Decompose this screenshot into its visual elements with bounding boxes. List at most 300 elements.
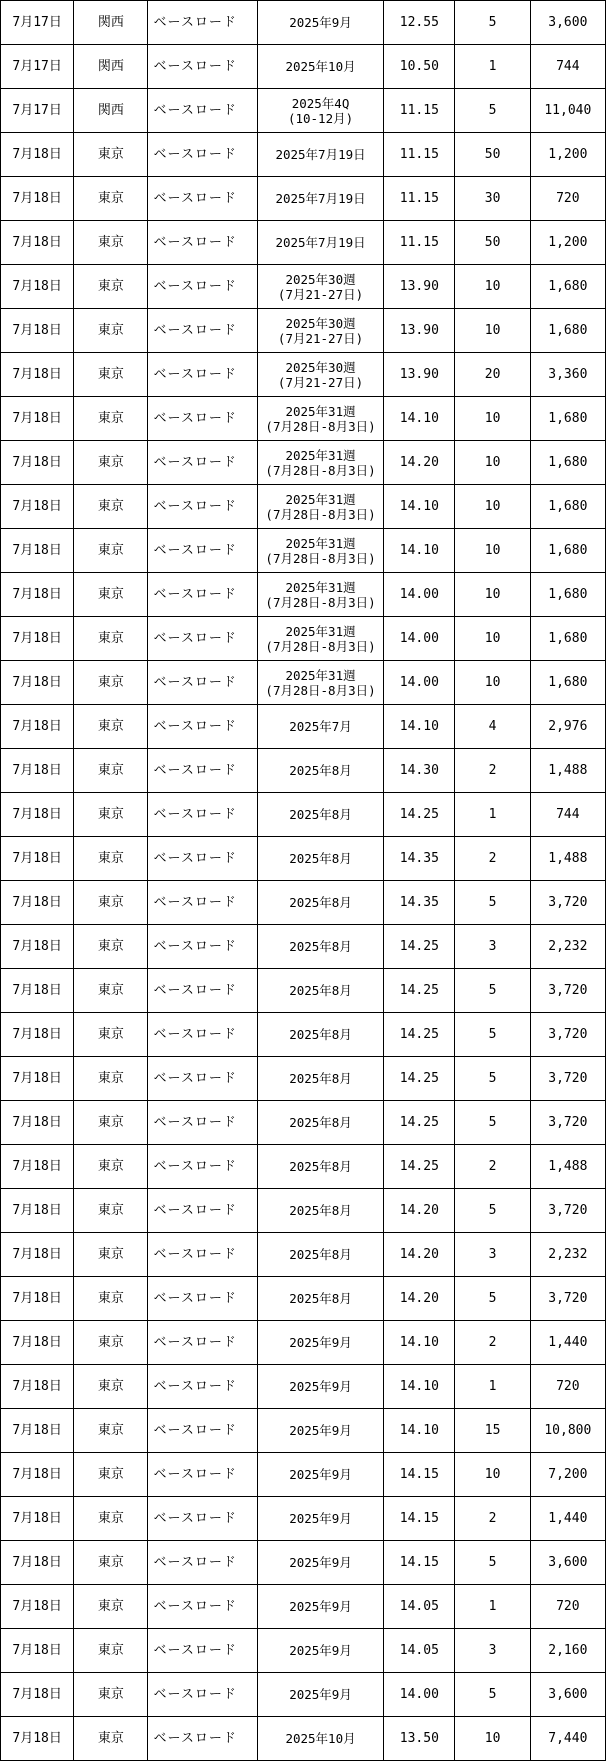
price-cell: 14.00 [384, 617, 455, 661]
amount-cell: 1,200 [530, 221, 605, 265]
quantity-cell: 10 [455, 265, 530, 309]
price-cell: 14.00 [384, 661, 455, 705]
product-cell: ベースロード [148, 1585, 257, 1629]
delivery-period-line: 2025年8月 [289, 807, 352, 822]
area-cell: 東京 [74, 221, 148, 265]
price-cell: 12.55 [384, 1, 455, 45]
delivery-period-line: 2025年8月 [289, 1247, 352, 1262]
amount-cell: 1,488 [530, 1145, 605, 1189]
trade-date-cell: 7月18日 [1, 397, 74, 441]
trade-date-cell: 7月18日 [1, 485, 74, 529]
area-cell: 東京 [74, 1453, 148, 1497]
area-cell: 東京 [74, 1101, 148, 1145]
delivery-period-line: (7月28日-8月3日) [265, 506, 376, 522]
table-row [1, 441, 606, 485]
delivery-period-line: 2025年9月 [289, 1379, 352, 1394]
product-cell: ベースロード [148, 1, 257, 45]
price-cell: 14.20 [384, 1277, 455, 1321]
table-row [1, 397, 606, 441]
delivery-period-line: 2025年10月 [285, 1731, 356, 1746]
delivery-period-cell [257, 133, 383, 177]
price-cell: 14.10 [384, 705, 455, 749]
delivery-period-cell [257, 221, 383, 265]
delivery-period-cell [257, 1409, 383, 1453]
price-cell: 14.10 [384, 1365, 455, 1409]
delivery-period-cell [257, 1717, 383, 1761]
price-cell: 14.00 [384, 1673, 455, 1717]
price-cell: 11.15 [384, 221, 455, 265]
quantity-cell: 10 [455, 1717, 530, 1761]
product-cell: ベースロード [148, 397, 257, 441]
quantity-cell: 1 [455, 793, 530, 837]
price-cell: 14.05 [384, 1629, 455, 1673]
amount-cell: 1,680 [530, 309, 605, 353]
delivery-period-line: 2025年8月 [289, 983, 352, 998]
area-cell: 東京 [74, 969, 148, 1013]
delivery-period-cell [257, 1145, 383, 1189]
table-row [1, 705, 606, 749]
area-cell: 東京 [74, 1585, 148, 1629]
area-cell: 東京 [74, 1673, 148, 1717]
delivery-period-line: 2025年31週 [285, 667, 356, 683]
quantity-cell: 5 [455, 1277, 530, 1321]
table-row [1, 881, 606, 925]
product-cell: ベースロード [148, 1013, 257, 1057]
delivery-period-line: 2025年30週 [285, 315, 356, 331]
amount-cell: 720 [530, 1365, 605, 1409]
delivery-period-cell [257, 441, 383, 485]
quantity-cell: 4 [455, 705, 530, 749]
price-cell: 14.20 [384, 441, 455, 485]
area-cell: 東京 [74, 837, 148, 881]
delivery-period-line: (10-12月) [287, 110, 354, 126]
area-cell: 東京 [74, 793, 148, 837]
product-cell: ベースロード [148, 1409, 257, 1453]
table-row [1, 485, 606, 529]
amount-cell: 720 [530, 1585, 605, 1629]
delivery-period-cell [257, 89, 383, 133]
product-cell: ベースロード [148, 1101, 257, 1145]
product-cell: ベースロード [148, 1497, 257, 1541]
table-row [1, 1145, 606, 1189]
trade-table-body [1, 1, 606, 1761]
delivery-period-line: (7月21-27日) [277, 286, 364, 302]
price-cell: 14.05 [384, 1585, 455, 1629]
area-cell: 東京 [74, 881, 148, 925]
delivery-period-cell [257, 617, 383, 661]
product-cell: ベースロード [148, 925, 257, 969]
delivery-period-cell [257, 925, 383, 969]
delivery-period-cell [257, 705, 383, 749]
quantity-cell: 10 [455, 309, 530, 353]
trade-date-cell: 7月18日 [1, 617, 74, 661]
area-cell: 東京 [74, 1013, 148, 1057]
area-cell: 東京 [74, 1233, 148, 1277]
delivery-period-cell [257, 661, 383, 705]
area-cell: 東京 [74, 1497, 148, 1541]
delivery-period-line: 2025年7月19日 [275, 191, 366, 206]
delivery-period-cell [257, 485, 383, 529]
price-cell: 14.25 [384, 1057, 455, 1101]
quantity-cell: 20 [455, 353, 530, 397]
trade-date-cell: 7月18日 [1, 1717, 74, 1761]
product-cell: ベースロード [148, 1145, 257, 1189]
amount-cell: 1,488 [530, 749, 605, 793]
delivery-period-line: 2025年9月 [289, 1511, 352, 1526]
delivery-period-line: 2025年8月 [289, 1027, 352, 1042]
trade-date-cell: 7月18日 [1, 925, 74, 969]
delivery-period-line: 2025年4Q [291, 95, 350, 111]
amount-cell: 2,232 [530, 925, 605, 969]
product-cell: ベースロード [148, 1717, 257, 1761]
price-cell: 13.50 [384, 1717, 455, 1761]
delivery-period-cell [257, 1497, 383, 1541]
trade-date-cell: 7月18日 [1, 1629, 74, 1673]
trade-date-cell: 7月17日 [1, 89, 74, 133]
trade-date-cell: 7月18日 [1, 529, 74, 573]
quantity-cell: 2 [455, 1145, 530, 1189]
delivery-period-line: 2025年31週 [285, 403, 356, 419]
table-row [1, 177, 606, 221]
price-cell: 14.20 [384, 1189, 455, 1233]
price-cell: 14.10 [384, 485, 455, 529]
area-cell: 東京 [74, 1277, 148, 1321]
trade-date-cell: 7月18日 [1, 573, 74, 617]
quantity-cell: 3 [455, 925, 530, 969]
quantity-cell: 50 [455, 133, 530, 177]
quantity-cell: 5 [455, 1541, 530, 1585]
delivery-period-line: 2025年9月 [289, 1643, 352, 1658]
quantity-cell: 10 [455, 661, 530, 705]
quantity-cell: 5 [455, 1673, 530, 1717]
quantity-cell: 3 [455, 1629, 530, 1673]
amount-cell: 744 [530, 45, 605, 89]
quantity-cell: 5 [455, 1, 530, 45]
amount-cell: 1,200 [530, 133, 605, 177]
amount-cell: 1,680 [530, 573, 605, 617]
delivery-period-line: 2025年7月19日 [275, 147, 366, 162]
price-cell: 13.90 [384, 353, 455, 397]
amount-cell: 3,600 [530, 1, 605, 45]
area-cell: 東京 [74, 1145, 148, 1189]
delivery-period-cell [257, 1189, 383, 1233]
delivery-period-line: 2025年8月 [289, 939, 352, 954]
table-row [1, 1629, 606, 1673]
quantity-cell: 30 [455, 177, 530, 221]
product-cell: ベースロード [148, 265, 257, 309]
price-cell: 11.15 [384, 177, 455, 221]
amount-cell: 3,360 [530, 353, 605, 397]
amount-cell: 1,440 [530, 1497, 605, 1541]
amount-cell: 2,232 [530, 1233, 605, 1277]
trade-date-cell: 7月18日 [1, 1409, 74, 1453]
price-cell: 11.15 [384, 133, 455, 177]
product-cell: ベースロード [148, 1453, 257, 1497]
quantity-cell: 2 [455, 1497, 530, 1541]
quantity-cell: 1 [455, 45, 530, 89]
delivery-period-line: (7月28日-8月3日) [265, 462, 376, 478]
area-cell: 東京 [74, 925, 148, 969]
table-row [1, 573, 606, 617]
quantity-cell: 2 [455, 749, 530, 793]
price-cell: 14.10 [384, 1321, 455, 1365]
product-cell: ベースロード [148, 1365, 257, 1409]
amount-cell: 3,720 [530, 1057, 605, 1101]
delivery-period-line: 2025年8月 [289, 1159, 352, 1174]
trade-date-cell: 7月18日 [1, 705, 74, 749]
delivery-period-line: (7月28日-8月3日) [265, 682, 376, 698]
area-cell: 東京 [74, 441, 148, 485]
area-cell: 東京 [74, 749, 148, 793]
product-cell: ベースロード [148, 485, 257, 529]
delivery-period-cell [257, 573, 383, 617]
delivery-period-cell [257, 1365, 383, 1409]
amount-cell: 11,040 [530, 89, 605, 133]
table-row [1, 1321, 606, 1365]
table-row [1, 1365, 606, 1409]
table-row [1, 837, 606, 881]
delivery-period-line: 2025年8月 [289, 1203, 352, 1218]
quantity-cell: 15 [455, 1409, 530, 1453]
table-row [1, 1585, 606, 1629]
quantity-cell: 2 [455, 1321, 530, 1365]
table-row [1, 1, 606, 45]
table-row [1, 1057, 606, 1101]
delivery-period-cell [257, 1541, 383, 1585]
trade-date-cell: 7月18日 [1, 1585, 74, 1629]
amount-cell: 1,440 [530, 1321, 605, 1365]
trade-date-cell: 7月18日 [1, 441, 74, 485]
area-cell: 東京 [74, 705, 148, 749]
product-cell: ベースロード [148, 177, 257, 221]
delivery-period-line: 2025年9月 [289, 15, 352, 30]
price-cell: 10.50 [384, 45, 455, 89]
table-row [1, 1101, 606, 1145]
amount-cell: 1,680 [530, 617, 605, 661]
delivery-period-cell [257, 1013, 383, 1057]
area-cell: 東京 [74, 1189, 148, 1233]
delivery-period-line: 2025年31週 [285, 447, 356, 463]
quantity-cell: 2 [455, 837, 530, 881]
delivery-period-line: 2025年8月 [289, 1115, 352, 1130]
product-cell: ベースロード [148, 529, 257, 573]
price-cell: 14.00 [384, 573, 455, 617]
delivery-period-cell [257, 1277, 383, 1321]
product-cell: ベースロード [148, 1629, 257, 1673]
price-cell: 14.35 [384, 837, 455, 881]
trade-date-cell: 7月18日 [1, 969, 74, 1013]
delivery-period-line: 2025年31週 [285, 535, 356, 551]
trade-date-cell: 7月18日 [1, 221, 74, 265]
price-cell: 14.10 [384, 529, 455, 573]
product-cell: ベースロード [148, 881, 257, 925]
quantity-cell: 1 [455, 1365, 530, 1409]
delivery-period-line: 2025年31週 [285, 579, 356, 595]
price-cell: 14.25 [384, 1013, 455, 1057]
product-cell: ベースロード [148, 705, 257, 749]
delivery-period-cell [257, 1233, 383, 1277]
price-cell: 14.25 [384, 793, 455, 837]
trade-date-cell: 7月18日 [1, 1321, 74, 1365]
delivery-period-cell [257, 881, 383, 925]
quantity-cell: 5 [455, 969, 530, 1013]
table-row [1, 133, 606, 177]
table-row [1, 1409, 606, 1453]
product-cell: ベースロード [148, 969, 257, 1013]
trade-date-cell: 7月18日 [1, 881, 74, 925]
amount-cell: 7,440 [530, 1717, 605, 1761]
trade-date-cell: 7月18日 [1, 1453, 74, 1497]
area-cell: 東京 [74, 1365, 148, 1409]
price-cell: 14.35 [384, 881, 455, 925]
table-row [1, 1453, 606, 1497]
delivery-period-cell [257, 45, 383, 89]
delivery-period-cell [257, 309, 383, 353]
quantity-cell: 10 [455, 617, 530, 661]
trade-date-cell: 7月18日 [1, 1365, 74, 1409]
amount-cell: 3,720 [530, 1013, 605, 1057]
area-cell: 東京 [74, 309, 148, 353]
delivery-period-cell [257, 1585, 383, 1629]
product-cell: ベースロード [148, 309, 257, 353]
table-row [1, 265, 606, 309]
trade-date-cell: 7月18日 [1, 1673, 74, 1717]
table-row [1, 1673, 606, 1717]
amount-cell: 3,720 [530, 1277, 605, 1321]
price-cell: 14.25 [384, 925, 455, 969]
price-cell: 14.30 [384, 749, 455, 793]
delivery-period-cell [257, 177, 383, 221]
table-row [1, 89, 606, 133]
trade-date-cell: 7月18日 [1, 1101, 74, 1145]
area-cell: 東京 [74, 1541, 148, 1585]
delivery-period-line: (7月28日-8月3日) [265, 638, 376, 654]
price-cell: 14.10 [384, 1409, 455, 1453]
trade-date-cell: 7月18日 [1, 1277, 74, 1321]
delivery-period-cell [257, 1629, 383, 1673]
delivery-period-line: (7月21-27日) [277, 330, 364, 346]
delivery-period-cell [257, 1, 383, 45]
area-cell: 東京 [74, 617, 148, 661]
trade-date-cell: 7月18日 [1, 793, 74, 837]
area-cell: 東京 [74, 1629, 148, 1673]
amount-cell: 3,720 [530, 881, 605, 925]
product-cell: ベースロード [148, 1189, 257, 1233]
product-cell: ベースロード [148, 353, 257, 397]
delivery-period-line: 2025年10月 [285, 59, 356, 74]
product-cell: ベースロード [148, 1541, 257, 1585]
quantity-cell: 10 [455, 573, 530, 617]
delivery-period-line: 2025年31週 [285, 623, 356, 639]
delivery-period-cell [257, 793, 383, 837]
quantity-cell: 10 [455, 529, 530, 573]
delivery-period-line: (7月28日-8月3日) [265, 550, 376, 566]
delivery-period-line: 2025年8月 [289, 763, 352, 778]
delivery-period-line: 2025年7月19日 [275, 235, 366, 250]
price-cell: 14.10 [384, 397, 455, 441]
amount-cell: 3,720 [530, 1101, 605, 1145]
table-row [1, 1497, 606, 1541]
delivery-period-line: 2025年7月 [289, 719, 352, 734]
product-cell: ベースロード [148, 1673, 257, 1717]
delivery-period-line: 2025年9月 [289, 1599, 352, 1614]
delivery-period-cell [257, 397, 383, 441]
delivery-period-cell [257, 749, 383, 793]
table-row [1, 529, 606, 573]
product-cell: ベースロード [148, 749, 257, 793]
delivery-period-line: 2025年9月 [289, 1423, 352, 1438]
delivery-period-line: (7月28日-8月3日) [265, 594, 376, 610]
price-cell: 14.25 [384, 969, 455, 1013]
trade-date-cell: 7月18日 [1, 309, 74, 353]
delivery-period-line: 2025年8月 [289, 851, 352, 866]
price-cell: 13.90 [384, 309, 455, 353]
trade-date-cell: 7月18日 [1, 1013, 74, 1057]
delivery-period-cell [257, 1321, 383, 1365]
trade-date-cell: 7月18日 [1, 353, 74, 397]
amount-cell: 1,680 [530, 265, 605, 309]
product-cell: ベースロード [148, 1057, 257, 1101]
delivery-period-line: 2025年8月 [289, 1071, 352, 1086]
delivery-period-line: 2025年31週 [285, 491, 356, 507]
delivery-period-cell [257, 1101, 383, 1145]
area-cell: 東京 [74, 661, 148, 705]
delivery-period-cell [257, 837, 383, 881]
product-cell: ベースロード [148, 45, 257, 89]
quantity-cell: 10 [455, 485, 530, 529]
delivery-period-line: 2025年9月 [289, 1335, 352, 1350]
amount-cell: 2,160 [530, 1629, 605, 1673]
price-cell: 14.15 [384, 1453, 455, 1497]
delivery-period-line: 2025年8月 [289, 1291, 352, 1306]
delivery-period-line: (7月21-27日) [277, 374, 364, 390]
table-row [1, 617, 606, 661]
amount-cell: 1,680 [530, 485, 605, 529]
table-row [1, 353, 606, 397]
table-row [1, 1541, 606, 1585]
trade-date-cell: 7月18日 [1, 749, 74, 793]
delivery-period-cell [257, 265, 383, 309]
quantity-cell: 5 [455, 1101, 530, 1145]
area-cell: 東京 [74, 1057, 148, 1101]
amount-cell: 3,720 [530, 969, 605, 1013]
amount-cell: 744 [530, 793, 605, 837]
trade-date-cell: 7月18日 [1, 1189, 74, 1233]
trade-date-cell: 7月17日 [1, 45, 74, 89]
area-cell: 東京 [74, 397, 148, 441]
price-cell: 14.20 [384, 1233, 455, 1277]
product-cell: ベースロード [148, 573, 257, 617]
trade-date-cell: 7月18日 [1, 1541, 74, 1585]
trade-date-cell: 7月18日 [1, 265, 74, 309]
amount-cell: 2,976 [530, 705, 605, 749]
delivery-period-cell [257, 353, 383, 397]
area-cell: 東京 [74, 573, 148, 617]
price-cell: 14.25 [384, 1101, 455, 1145]
price-cell: 14.25 [384, 1145, 455, 1189]
amount-cell: 3,720 [530, 1189, 605, 1233]
delivery-period-line: 2025年30週 [285, 359, 356, 375]
amount-cell: 10,800 [530, 1409, 605, 1453]
table-row [1, 925, 606, 969]
delivery-period-cell [257, 529, 383, 573]
delivery-period-cell [257, 1453, 383, 1497]
quantity-cell: 3 [455, 1233, 530, 1277]
trade-date-cell: 7月18日 [1, 1145, 74, 1189]
quantity-cell: 10 [455, 1453, 530, 1497]
area-cell: 東京 [74, 485, 148, 529]
product-cell: ベースロード [148, 617, 257, 661]
